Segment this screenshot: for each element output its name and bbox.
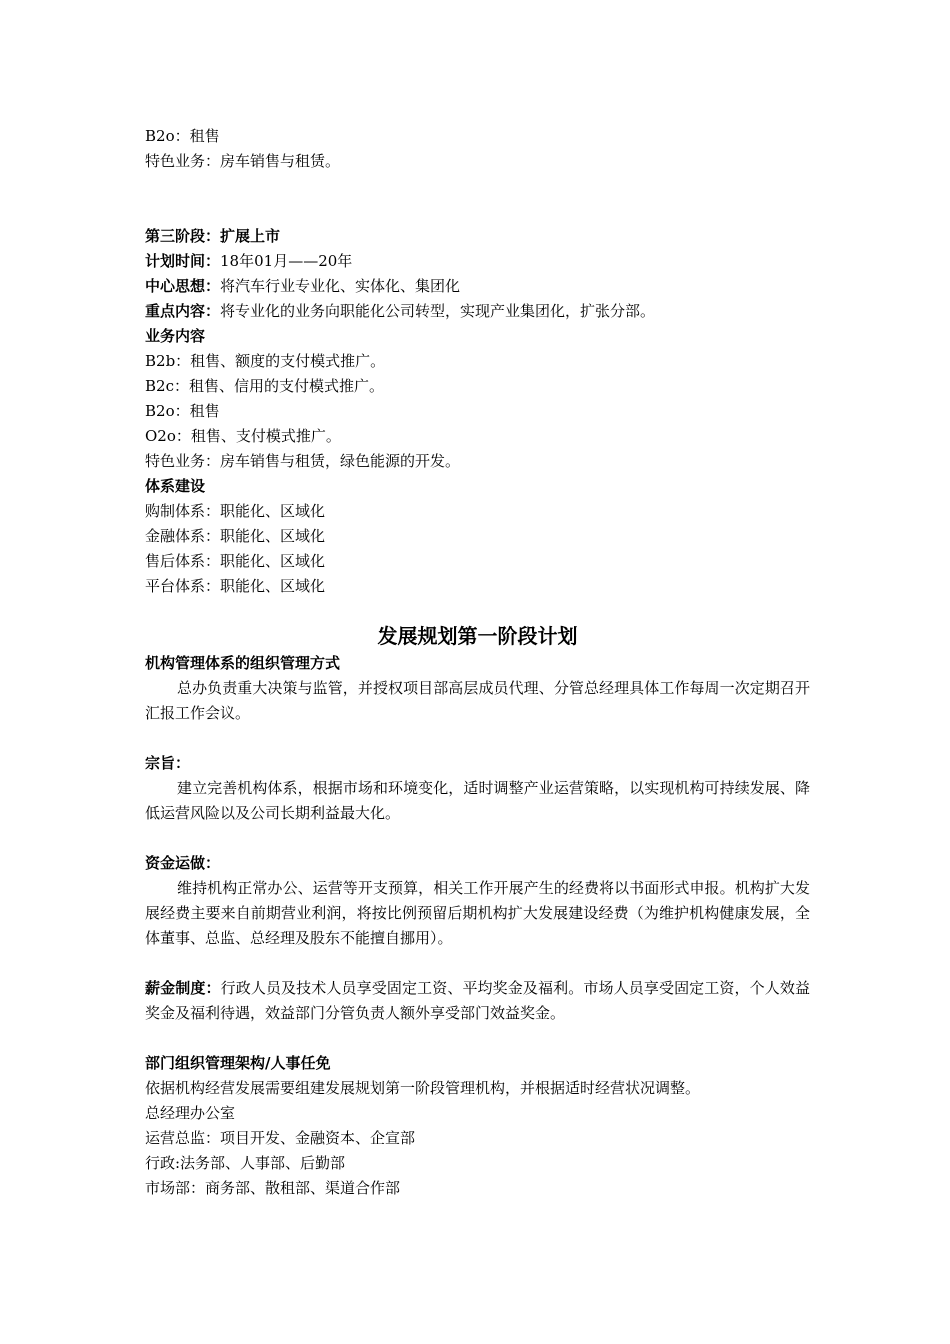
key-content-value: 将专业化的业务向职能化公司转型，实现产业集团化，扩张分部。	[220, 302, 656, 320]
business-item: B2c：租售、信用的支付模式推广。	[145, 377, 384, 395]
salary-label: 薪金制度：	[145, 979, 221, 997]
org-heading: 机构管理体系的组织管理方式	[145, 654, 341, 672]
plan-time-label: 计划时间：	[145, 252, 221, 270]
business-item: 特色业务：房车销售与租赁，绿色能源的开发。	[145, 452, 461, 470]
fund-paragraph: 维持机构正常办公、运营等开支预算，相关工作开展产生的经费将以书面形式申报。机构扩大发展经费主要来自前期营业利润，将按比例预留后期机构扩大发展建设经费（为维护机构健康发展，全体董事、总监、总经理及股东不能擅自挪用）。	[145, 879, 810, 947]
central-idea-line	[145, 274, 810, 299]
b2o-line: B2o：租售	[145, 127, 220, 145]
plan-time-line	[145, 249, 810, 274]
business-item: B2o：租售	[145, 402, 220, 420]
business-item: O2o：租售、支付模式推广。	[145, 427, 341, 445]
system-heading: 体系建设	[145, 477, 206, 495]
plan-time-value: 18年01月——20年	[220, 252, 353, 270]
system-item: 售后体系：职能化、区域化	[145, 552, 326, 570]
salary-paragraph	[145, 976, 810, 1026]
business-heading: 业务内容	[145, 327, 206, 345]
dept-line: 依据机构经营发展需要组建发展规划第一阶段管理机构，并根据适时经营状况调整。	[145, 1079, 701, 1097]
document-page	[145, 124, 810, 1201]
dept-line: 总经理办公室	[145, 1104, 236, 1122]
system-item: 金融体系：职能化、区域化	[145, 527, 326, 545]
org-paragraph: 总办负责重大决策与监管，并授权项目部高层成员代理、分管总经理具体工作每周一次定期召开汇报工作会议。	[145, 679, 810, 722]
aim-paragraph: 建立完善机构体系，根据市场和环境变化，适时调整产业运营策略，以实现机构可持续发展、降低运营风险以及公司长期利益最大化。	[145, 779, 810, 822]
dept-line: 运营总监：项目开发、金融资本、企宣部	[145, 1129, 416, 1147]
fund-heading: 资金运做：	[145, 854, 221, 872]
salary-text: 行政人员及技术人员享受固定工资、平均奖金及福利。市场人员享受固定工资，个人效益奖金及福利待遇，效益部门分管负责人额外享受部门效益奖金。	[145, 979, 810, 1022]
system-item: 购制体系：职能化、区域化	[145, 502, 326, 520]
dept-line: 市场部：商务部、散租部、渠道合作部	[145, 1179, 401, 1197]
stage3-heading: 第三阶段：扩展上市	[145, 227, 281, 245]
system-item: 平台体系：职能化、区域化	[145, 577, 326, 595]
central-idea-label: 中心思想：	[145, 277, 221, 295]
key-content-line	[145, 299, 810, 324]
business-item: B2b：租售、额度的支付模式推广。	[145, 352, 386, 370]
central-idea-value: 将汽车行业专业化、实体化、集团化	[220, 277, 461, 295]
special-business-line: 特色业务：房车销售与租赁。	[145, 152, 341, 170]
dept-line: 行政:法务部、人事部、后勤部	[145, 1154, 346, 1172]
dept-heading: 部门组织管理架构/人事任免	[145, 1054, 331, 1072]
key-content-label: 重点内容：	[145, 302, 221, 320]
plan-title: 发展规划第一阶段计划	[377, 624, 578, 648]
aim-heading: 宗旨：	[145, 754, 191, 772]
